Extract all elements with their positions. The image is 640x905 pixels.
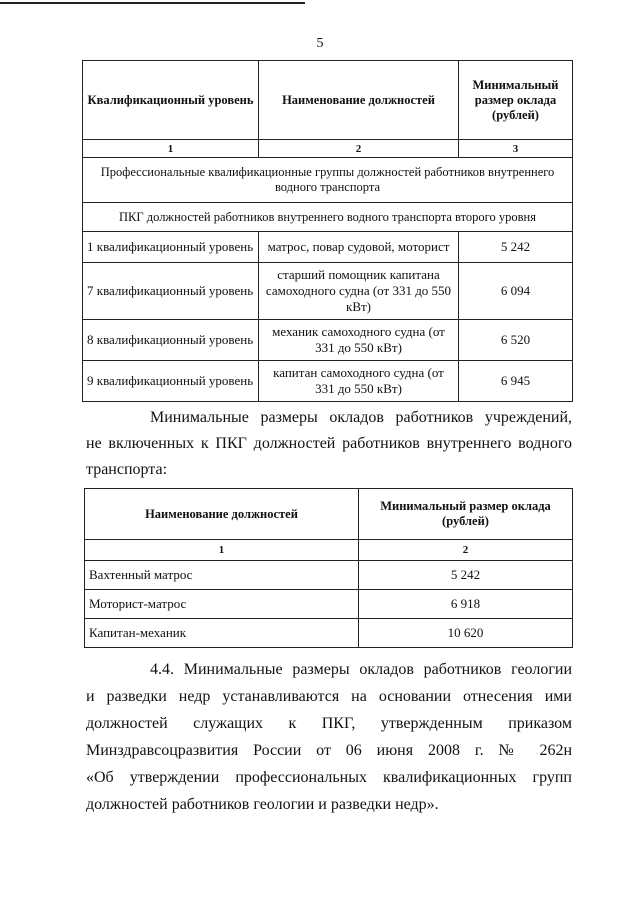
position-cell: старший помощник капитана самоходного судна (от 331 до 550 кВт) — [259, 263, 459, 320]
column-number: 1 — [83, 140, 259, 158]
table-row — [85, 619, 573, 648]
paragraph-line: «Об утверждении профессиональных квалификационных групп — [86, 769, 572, 786]
table-row — [85, 590, 573, 619]
table-header-row — [83, 61, 573, 140]
column-number-row — [85, 540, 573, 561]
salary-cell: 10 620 — [359, 619, 573, 648]
column-number: 2 — [259, 140, 459, 158]
header-min-salary: Минимальный размер оклада (рублей) — [359, 489, 573, 540]
other-positions-table — [84, 488, 573, 648]
paragraph-line: не включенных к ПКГ должностей работников внутреннего водного — [86, 435, 572, 452]
page-number: 5 — [316, 36, 324, 51]
subgroup-title: ПКГ должностей работников внутреннего водного транспорта второго уровня — [83, 203, 573, 232]
table-row — [85, 561, 573, 590]
paragraph-line: должностей работников геологии и разведки недр». — [86, 796, 439, 813]
header-position-name: Наименование должностей — [259, 61, 459, 140]
position-cell: Вахтенный матрос — [85, 561, 359, 590]
table-row — [83, 263, 573, 320]
level-cell: 7 квалификационный уровень — [83, 263, 259, 320]
position-cell: матрос, повар судовой, моторист — [259, 232, 459, 263]
header-min-salary: Минимальный размер оклада (рублей) — [459, 61, 573, 140]
paragraph-line: Минимальные размеры окладов работников учреждений, — [150, 409, 572, 426]
paragraph-line: транспорта: — [86, 461, 168, 478]
paragraph-line: Минздравсоцразвития России от 06 июня 2008 г. № 262н — [86, 742, 572, 759]
level-cell: 8 квалификационный уровень — [83, 320, 259, 361]
salary-cell: 6 945 — [459, 361, 573, 402]
salary-cell: 5 242 — [359, 561, 573, 590]
table-row — [83, 361, 573, 402]
column-number: 3 — [459, 140, 573, 158]
table-row — [83, 232, 573, 263]
column-number: 2 — [359, 540, 573, 561]
paragraph-other-workers — [86, 405, 572, 483]
table-row — [83, 320, 573, 361]
level-cell: 1 квалификационный уровень — [83, 232, 259, 263]
top-rule — [0, 2, 305, 4]
table-header-row — [85, 489, 573, 540]
position-cell: Моторист-матрос — [85, 590, 359, 619]
paragraph-geology-section — [86, 656, 572, 818]
salary-cell: 5 242 — [459, 232, 573, 263]
qualification-levels-table — [82, 60, 573, 402]
salary-cell: 6 094 — [459, 263, 573, 320]
column-number-row — [83, 140, 573, 158]
position-cell: Капитан-механик — [85, 619, 359, 648]
paragraph-line: и разведки недр устанавливаются на основании отнесения ими — [86, 688, 572, 705]
subgroup-title-row — [83, 203, 573, 232]
position-cell: капитан самоходного судна (от 331 до 550 кВт) — [259, 361, 459, 402]
group-title: Профессиональные квалификационные группы должностей работников внутреннего водного транспорта — [83, 158, 573, 203]
column-number: 1 — [85, 540, 359, 561]
salary-cell: 6 918 — [359, 590, 573, 619]
level-cell: 9 квалификационный уровень — [83, 361, 259, 402]
header-qualification-level: Квалификационный уровень — [83, 61, 259, 140]
position-cell: механик самоходного судна (от 331 до 550 кВт) — [259, 320, 459, 361]
paragraph-line: 4.4. Минимальные размеры окладов работников геологии — [150, 661, 572, 678]
salary-cell: 6 520 — [459, 320, 573, 361]
group-title-row — [83, 158, 573, 203]
header-position-name: Наименование должностей — [85, 489, 359, 540]
paragraph-line: должностей служащих к ПКГ, утвержденным приказом — [86, 715, 572, 732]
